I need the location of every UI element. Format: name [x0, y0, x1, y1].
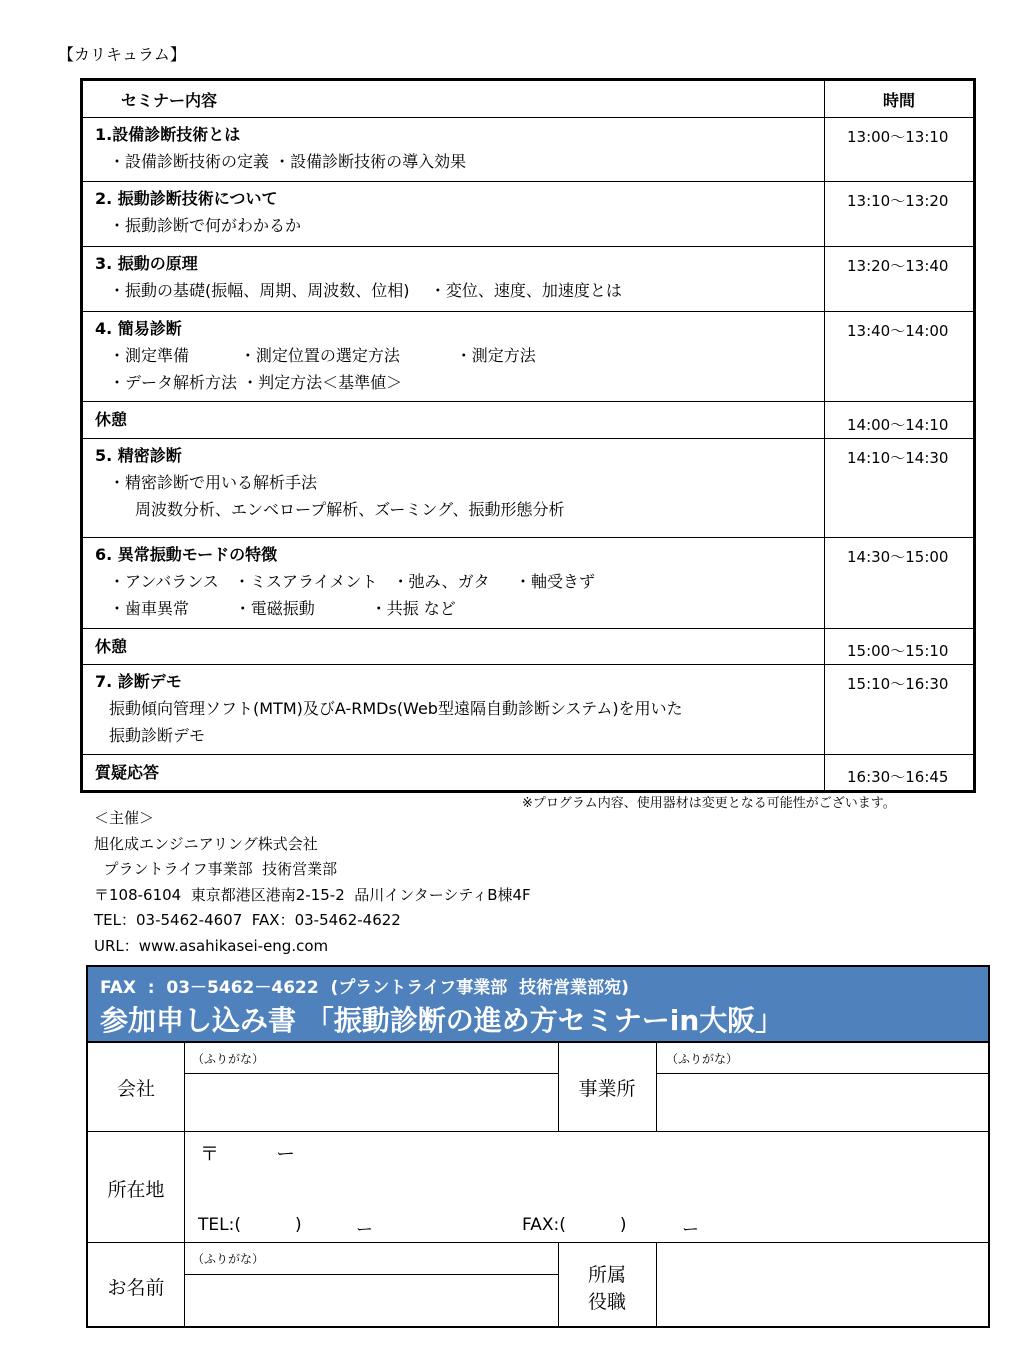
office-furigana-label: （ふりがな）: [666, 1052, 739, 1066]
position-label: 役職: [587, 1291, 626, 1313]
tel-dash: ー: [356, 1220, 373, 1240]
session-title: 5. 精密診断: [95, 446, 182, 465]
session-title: 休憩: [95, 410, 128, 429]
session-time: 14:00～14:10: [825, 402, 975, 439]
table-row: [82, 665, 975, 755]
name-label: お名前: [107, 1277, 165, 1299]
session-time: 14:10～14:30: [825, 439, 975, 538]
header-content: セミナー内容: [82, 80, 825, 118]
name-furigana-field[interactable]: [186, 1245, 556, 1273]
affiliation-label: 所属: [587, 1264, 626, 1286]
session-detail: ・測定準備 ・測定位置の選定方法 ・測定方法: [109, 346, 536, 365]
session-time: 13:20～13:40: [825, 247, 975, 312]
company-label: 会社: [116, 1078, 155, 1100]
session-content: [82, 629, 825, 665]
table-row: [82, 439, 975, 538]
host-label: ＜主催＞: [94, 809, 155, 827]
table-row: [82, 118, 975, 182]
host-department: プラントライフ事業部 技術営業部: [94, 860, 338, 879]
table-row: [82, 247, 975, 312]
curriculum-heading: 【カリキュラム】: [58, 45, 186, 64]
session-detail: ・歯車異常 ・電磁振動 ・共振 など: [109, 599, 456, 618]
company-furigana-field[interactable]: [186, 1045, 556, 1072]
office-field[interactable]: [658, 1075, 986, 1130]
session-title: 4. 簡易診断: [95, 319, 182, 338]
divider: [656, 1073, 988, 1074]
session-title: 2. 振動診断技術について: [95, 189, 278, 208]
session-detail: ・振動の基礎(振幅、周期、周波数、位相) ・変位、速度、加速度とは: [109, 281, 622, 300]
host-company: 旭化成エンジニアリング株式会社: [94, 834, 318, 853]
table-row: [82, 629, 975, 665]
session-content: [82, 182, 825, 247]
fax-field[interactable]: [522, 1211, 842, 1239]
session-detail: ・設備診断技術の定義 ・設備診断技術の導入効果: [109, 152, 467, 171]
address-field[interactable]: [186, 1133, 986, 1205]
session-content: [82, 755, 825, 792]
table-row: [82, 182, 975, 247]
session-time: 14:30～15:00: [825, 538, 975, 629]
session-title: 1.設備診断技術とは: [95, 125, 241, 144]
session-title: 6. 異常振動モードの特徴: [95, 545, 278, 564]
host-tel-fax: TEL：03-5462-4607 FAX：03-5462-4622: [94, 911, 401, 930]
tel-field[interactable]: [198, 1211, 508, 1239]
divider: [184, 1274, 558, 1275]
session-content: [82, 247, 825, 312]
divider: [184, 1073, 558, 1074]
session-time: 13:10～13:20: [825, 182, 975, 247]
host-url[interactable]: URL：www.asahikasei-eng.com: [94, 936, 329, 955]
office-furigana-field[interactable]: [658, 1045, 986, 1072]
session-time: 13:40～14:00: [825, 312, 975, 402]
company-furigana-label: （ふりがな）: [192, 1052, 265, 1066]
divider: [88, 1131, 988, 1132]
session-content: [82, 665, 825, 755]
session-content: [82, 538, 825, 629]
application-form: [86, 965, 990, 1328]
host-address: 〒108-6104 東京都港区港南2-15-2 品川インターシティB棟4F: [94, 885, 531, 904]
session-content: [82, 118, 825, 182]
form-title: 参加申し込み書 「振動診断の進め方セミナーin大阪」: [100, 1004, 784, 1037]
session-time: 15:10～16:30: [825, 665, 975, 755]
name-furigana-label: （ふりがな）: [192, 1252, 265, 1266]
session-time: 16:30～16:45: [825, 755, 975, 792]
divider: [88, 1242, 988, 1243]
fax-line: FAX : 03－5462－4622 (プラントライフ事業部 技術営業部宛): [100, 978, 629, 998]
session-detail: ・アンバランス ・ミスアライメント ・弛み、ガタ ・軸受きず: [109, 572, 596, 591]
tel-label: TEL:( ): [198, 1215, 302, 1235]
divider: [656, 1043, 657, 1131]
session-title: 質疑応答: [95, 762, 160, 782]
postal-dash: ー: [276, 1143, 296, 1165]
session-content: [82, 439, 825, 538]
affiliation-field[interactable]: [658, 1244, 986, 1324]
table-header-row: [82, 80, 975, 118]
table-row: [82, 538, 975, 629]
session-detail: ・データ解析方法 ・判定方法＜基準値＞: [109, 373, 403, 392]
fax-dash: ー: [682, 1220, 699, 1240]
session-title: 3. 振動の原理: [95, 254, 198, 273]
postal-mark: 〒: [200, 1143, 220, 1165]
office-label: 事業所: [578, 1078, 636, 1100]
session-time: 13:00～13:10: [825, 118, 975, 182]
session-time: 15:00～15:10: [825, 629, 975, 665]
company-field[interactable]: [186, 1075, 556, 1130]
form-header: [88, 967, 988, 1043]
curriculum-table: [80, 78, 976, 793]
header-time: 時間: [825, 80, 975, 118]
session-detail: 振動診断デモ: [109, 726, 206, 745]
session-content: [82, 402, 825, 439]
program-change-note: ※プログラム内容、使用器材は変更となる可能性がございます。: [522, 796, 896, 811]
table-row: [82, 312, 975, 402]
session-title: 7. 診断デモ: [95, 672, 182, 691]
session-detail: 周波数分析、エンベロープ解析、ズーミング、振動形態分析: [135, 500, 565, 519]
address-label: 所在地: [107, 1179, 165, 1201]
table-row: [82, 402, 975, 439]
session-detail: ・振動診断で何がわかるか: [109, 216, 302, 235]
session-detail: ・精密診断で用いる解析手法: [109, 473, 318, 492]
session-content: [82, 312, 825, 402]
divider: [656, 1242, 657, 1326]
fax-label: FAX:( ): [522, 1215, 627, 1235]
session-title: 休憩: [95, 636, 128, 656]
divider: [184, 1043, 185, 1326]
host-info: [94, 806, 531, 960]
session-detail: 振動傾向管理ソフト(MTM)及びA-RMDs(Web型遠隔自動診断システム)を用いた: [109, 699, 683, 718]
name-field[interactable]: [186, 1276, 556, 1324]
table-row: [82, 755, 975, 792]
